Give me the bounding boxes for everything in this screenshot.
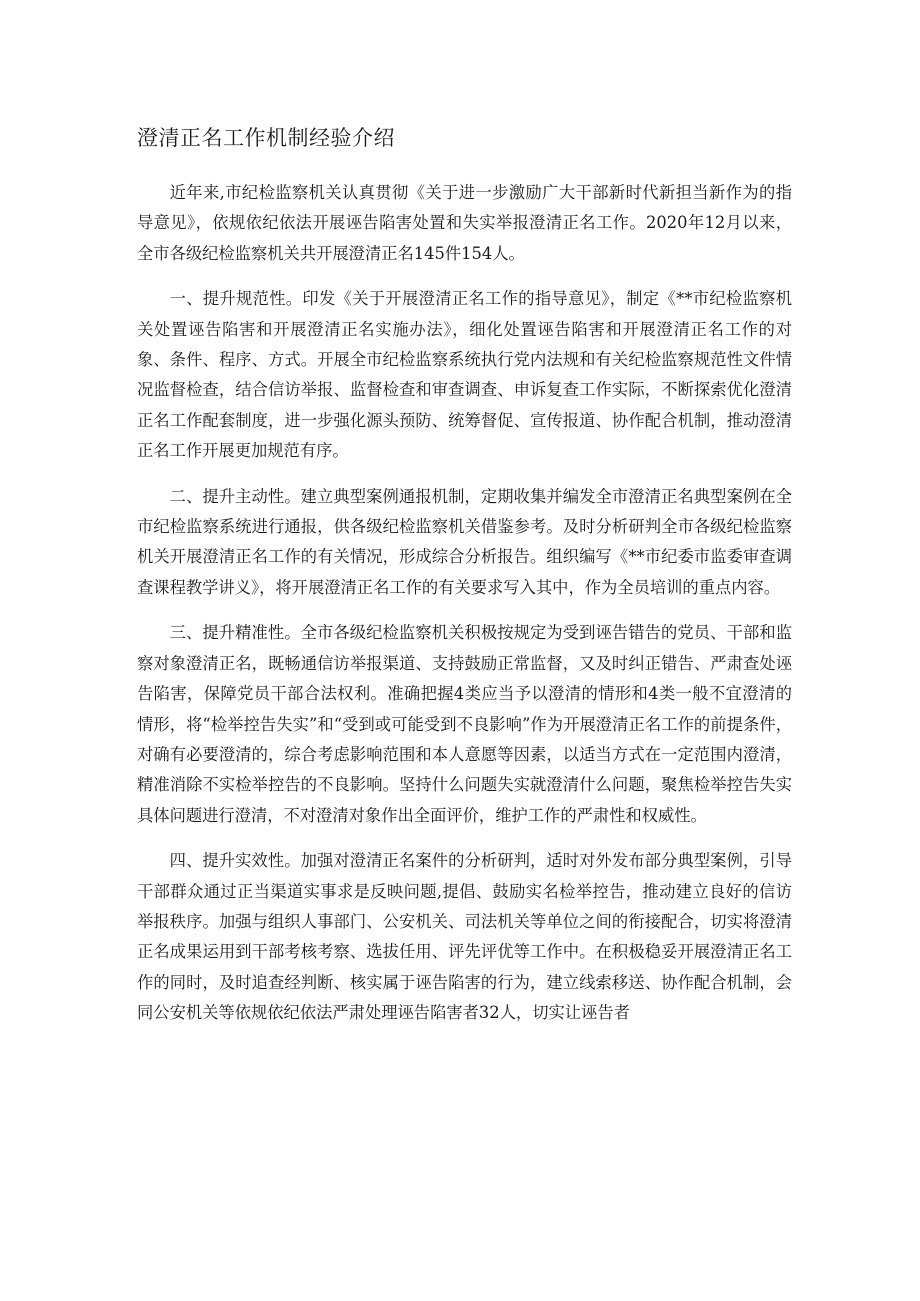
paragraph-initiative: 二、提升主动性。建立典型案例通报机制，定期收集并编发全市澄清正名典型案例在全市纪检监察系统进行通报，供各级纪检监察机关借鉴参考。及时分析研判全市各级纪检监察机关开展澄清正名工作的有关情况，形成综合分析报告。组织编写《**市纪委市监委审查调查课程教学讲义》，将开展澄清正名工作的有关要求写入其中，作为全员培训的重点内容。 xyxy=(137,486,792,597)
paragraph-intro: 近年来,市纪检监察机关认真贯彻《关于进一步激励广大干部新时代新担当新作为的指导意见》，依规依纪依法开展诬告陷害处置和失实举报澄清正名工作。2020年12月以来，全市各级纪检监察机关共开展澄清正名145件154人。 xyxy=(137,183,792,263)
paragraph-effectiveness: 四、提升实效性。加强对澄清正名案件的分析研判，适时对外发布部分典型案例，引导干部群众通过正当渠道实事求是反映问题,提倡、鼓励实名检举控告，推动建立良好的信访举报秩序。加强与组织人事部门、公安机关、司法机关等单位之间的衔接配合，切实将澄清正名成果运用到干部考核考察、选拔任用、评先评优等工作中。在积极稳妥开展澄清正名工作的同时，及时追查经判断、核实属于诬告陷害的行为，建立线索移送、协作配合机制，会同公安机关等依规依纪依法严肃处理诬告陷害者32人，切实让诬告者 xyxy=(137,851,792,1023)
document-title: 澄清正名工作机制经验介绍 xyxy=(137,126,395,150)
paragraph-precision: 三、提升精准性。全市各级纪检监察机关积极按规定为受到诬告错告的党员、干部和监察对象澄清正名，既畅通信访举报渠道、支持鼓励正常监督，又及时纠正错告、严肃查处诬告陷害，保障党员干部合法权利。准确把握4类应当予以澄清的情形和4类一般不宜澄清的情形，将“检举控告失实”和“受到或可能受到不良影响”作为开展澄清正名工作的前提条件，对确有必要澄清的，综合考虑影响范围和本人意愿等因素，以适当方式在一定范围内澄清，精准消除不实检举控告的不良影响。坚持什么问题失实就澄清什么问题，聚焦检举控告失实具体问题进行澄清，不对澄清对象作出全面评价，维护工作的严肃性和权威性。 xyxy=(137,623,792,825)
paragraph-standardization: 一、提升规范性。印发《关于开展澄清正名工作的指导意见》，制定《**市纪检监察机关处置诬告陷害和开展澄清正名实施办法》，细化处置诬告陷害和开展澄清正名工作的对象、条件、程序、方式。开展全市纪检监察系统执行党内法规和有关纪检监察规范性文件情况监督检查，结合信访举报、监督检查和审查调查、申诉复查工作实际，不断探索优化澄清正名工作配套制度，进一步强化源头预防、统筹督促、宣传报道、协作配合机制，推动澄清正名工作开展更加规范有序。 xyxy=(137,289,792,461)
document-page xyxy=(137,118,792,1044)
